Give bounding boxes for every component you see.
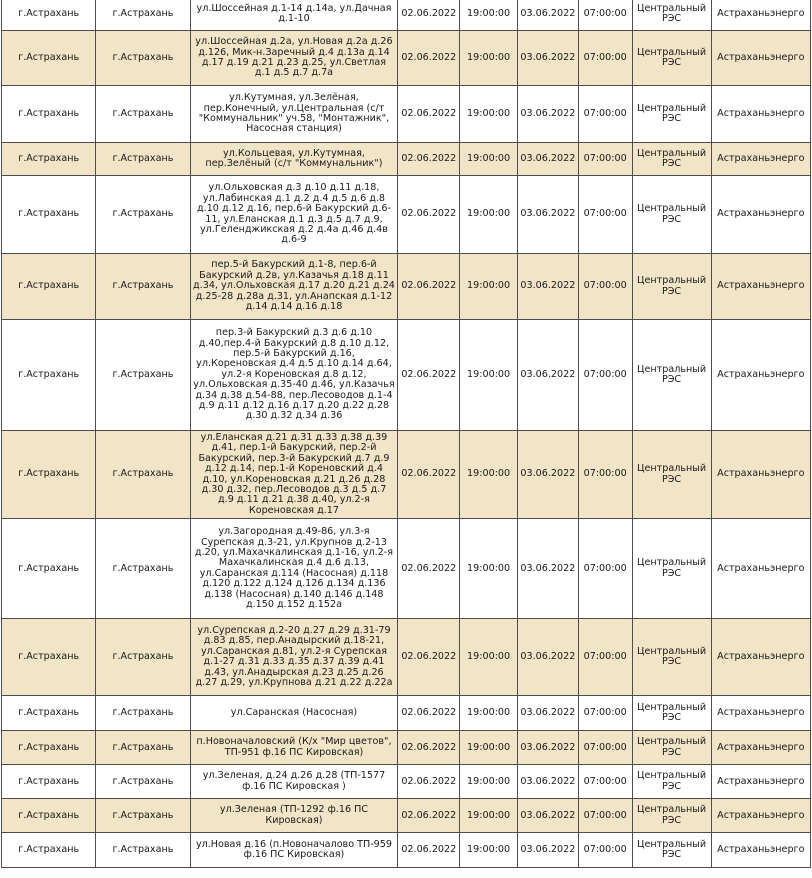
address-cell: ул.Ольховская д.3 д.10 д.11 д.18, ул.Лабинская д.1 д.2 д.4 д.5 д.6 д.8 д.10 д.12 д.16, пер.6-й Бакурский д.6-11, ул.Еланская д.1 д.3 д.5 д.7 д.9, ул.Геленджикская д.2 д.4а д.46 д.4в д.6-9	[190, 176, 398, 254]
time-to-cell: 07:00:00	[578, 31, 632, 86]
date-to-cell: 03.06.2022	[517, 0, 578, 31]
district-cell: г.Астрахань	[96, 696, 190, 731]
city-cell: г.Астрахань	[2, 799, 96, 833]
district-cell: г.Астрахань	[96, 86, 190, 143]
time-to-cell: 07:00:00	[578, 254, 632, 320]
time-to-cell: 07:00:00	[578, 799, 632, 833]
district-cell: г.Астрахань	[96, 765, 190, 799]
city-cell: г.Астрахань	[2, 86, 96, 143]
table-row	[2, 254, 811, 320]
district-cell: г.Астрахань	[96, 254, 190, 320]
res-cell: Центральный РЭС	[632, 833, 711, 868]
address-cell: ул.Кутумная, ул.Зелёная, пер.Конечный, ул.Центральная (с/т "Коммунальник" уч.58, "Монтажник", Насосная станция)	[190, 86, 398, 143]
time-from-cell: 19:00:00	[460, 431, 518, 519]
date-from-cell: 02.06.2022	[398, 0, 460, 31]
table-row	[2, 0, 811, 31]
company-cell: Астраханьэнерго	[711, 519, 810, 619]
time-from-cell: 19:00:00	[460, 254, 518, 320]
time-from-cell: 19:00:00	[460, 799, 518, 833]
address-cell: ул.Зеленая, д.24 д.26 д.28 (ТП-1577 ф.16 ПС Кировская )	[190, 765, 398, 799]
res-cell: Центральный РЭС	[632, 696, 711, 731]
city-cell: г.Астрахань	[2, 519, 96, 619]
address-cell: ул.Кольцевая, ул.Кутумная, пер.Зелёный (с/т "Коммунальник")	[190, 143, 398, 176]
date-from-cell: 02.06.2022	[398, 519, 460, 619]
time-to-cell: 07:00:00	[578, 320, 632, 431]
res-cell: Центральный РЭС	[632, 143, 711, 176]
time-to-cell: 07:00:00	[578, 86, 632, 143]
address-cell: ул.Шоссейная д.1-14 д.14а, ул.Дачная д.1-10	[190, 0, 398, 31]
date-from-cell: 02.06.2022	[398, 619, 460, 696]
date-to-cell: 03.06.2022	[517, 519, 578, 619]
time-from-cell: 19:00:00	[460, 320, 518, 431]
district-cell: г.Астрахань	[96, 143, 190, 176]
date-from-cell: 02.06.2022	[398, 431, 460, 519]
time-to-cell: 07:00:00	[578, 519, 632, 619]
date-from-cell: 02.06.2022	[398, 765, 460, 799]
table-body	[2, 0, 811, 868]
time-to-cell: 07:00:00	[578, 765, 632, 799]
res-cell: Центральный РЭС	[632, 765, 711, 799]
time-from-cell: 19:00:00	[460, 143, 518, 176]
city-cell: г.Астрахань	[2, 765, 96, 799]
district-cell: г.Астрахань	[96, 176, 190, 254]
city-cell: г.Астрахань	[2, 619, 96, 696]
time-from-cell: 19:00:00	[460, 86, 518, 143]
time-from-cell: 19:00:00	[460, 519, 518, 619]
address-cell: ул.Сурепская д.2-20 д.27 д.29 д.31-79 д.83 д.85, пер.Анадырский д.18-21, ул.Саранская д.81, ул.2-я Сурепская д.1-27 д.31 д.33 д.35 д.37 д.39 д.41 д.43, ул.Анадырская д.23 д.25 д.26 д.27 д.29, ул.Крупнова д.21 д.22 д.22а	[190, 619, 398, 696]
date-to-cell: 03.06.2022	[517, 833, 578, 868]
date-to-cell: 03.06.2022	[517, 619, 578, 696]
city-cell: г.Астрахань	[2, 833, 96, 868]
res-cell: Центральный РЭС	[632, 619, 711, 696]
date-to-cell: 03.06.2022	[517, 731, 578, 765]
district-cell: г.Астрахань	[96, 519, 190, 619]
address-cell: ул.Еланская д.21 д.31 д.33 д.38 д.39 д.41, пер.1-й Бакурский, пер.2-й Бакурский, пер.3-й Бакурский д.7 д.9 д.12 д.14, пер.1-й Кореновский д.4 д.10, ул.Кореновская д.21 д.26 д.28 д.30 д.32, пер.Лесоводов д.3 д.5 д.7 д.9 д.11 д.21 д.38 д.40, ул.2-я Кореновская д.17	[190, 431, 398, 519]
res-cell: Центральный РЭС	[632, 176, 711, 254]
district-cell: г.Астрахань	[96, 619, 190, 696]
company-cell: Астраханьэнерго	[711, 833, 810, 868]
address-cell: ул.Шоссейная д.2а, ул.Новая д.2а д.26 д.126, Мик-н.Заречный д.4 д.13а д.14 д.17 д.19 д.21 д.23 д.25, ул.Светлая д.1 д.5 д.7 д.7а	[190, 31, 398, 86]
time-from-cell: 19:00:00	[460, 176, 518, 254]
table-row	[2, 143, 811, 176]
company-cell: Астраханьэнерго	[711, 799, 810, 833]
date-from-cell: 02.06.2022	[398, 143, 460, 176]
date-from-cell: 02.06.2022	[398, 86, 460, 143]
company-cell: Астраханьэнерго	[711, 765, 810, 799]
res-cell: Центральный РЭС	[632, 31, 711, 86]
res-cell: Центральный РЭС	[632, 731, 711, 765]
table-row	[2, 765, 811, 799]
res-cell: Центральный РЭС	[632, 0, 711, 31]
company-cell: Астраханьэнерго	[711, 0, 810, 31]
date-from-cell: 02.06.2022	[398, 320, 460, 431]
date-to-cell: 03.06.2022	[517, 799, 578, 833]
time-from-cell: 19:00:00	[460, 31, 518, 86]
city-cell: г.Астрахань	[2, 143, 96, 176]
date-to-cell: 03.06.2022	[517, 320, 578, 431]
company-cell: Астраханьэнерго	[711, 696, 810, 731]
address-cell: ул.Загородная д.49-86, ул.3-я Сурепская д.3-21, ул.Крупнов д.2-13 д.20, ул.Махачкалинская д.1-16, ул.2-я Махачкалинская д.4 д.6 д.13, ул.Саранская д.114 (Насосная) д.118 д.120 д.122 д.124 д.126 д.134 д.136 д.138 (Насосная) д.140 д.146 д.148 д.150 д.152 д.152а	[190, 519, 398, 619]
city-cell: г.Астрахань	[2, 0, 96, 31]
company-cell: Астраханьэнерго	[711, 31, 810, 86]
time-to-cell: 07:00:00	[578, 696, 632, 731]
time-to-cell: 07:00:00	[578, 833, 632, 868]
company-cell: Астраханьэнерго	[711, 619, 810, 696]
city-cell: г.Астрахань	[2, 176, 96, 254]
city-cell: г.Астрахань	[2, 320, 96, 431]
date-to-cell: 03.06.2022	[517, 86, 578, 143]
table-row	[2, 431, 811, 519]
address-cell: п.Новоначаловский (К/х "Мир цветов", ТП-951 ф.16 ПС Кировская)	[190, 731, 398, 765]
company-cell: Астраханьэнерго	[711, 431, 810, 519]
city-cell: г.Астрахань	[2, 254, 96, 320]
date-to-cell: 03.06.2022	[517, 31, 578, 86]
time-from-cell: 19:00:00	[460, 619, 518, 696]
time-from-cell: 19:00:00	[460, 833, 518, 868]
outage-schedule-table	[1, 0, 811, 868]
res-cell: Центральный РЭС	[632, 254, 711, 320]
company-cell: Астраханьэнерго	[711, 176, 810, 254]
table-row	[2, 799, 811, 833]
date-to-cell: 03.06.2022	[517, 696, 578, 731]
date-from-cell: 02.06.2022	[398, 833, 460, 868]
table-row	[2, 731, 811, 765]
district-cell: г.Астрахань	[96, 431, 190, 519]
district-cell: г.Астрахань	[96, 31, 190, 86]
table-row	[2, 86, 811, 143]
res-cell: Центральный РЭС	[632, 519, 711, 619]
time-to-cell: 07:00:00	[578, 143, 632, 176]
table-row	[2, 176, 811, 254]
date-from-cell: 02.06.2022	[398, 731, 460, 765]
date-from-cell: 02.06.2022	[398, 31, 460, 86]
company-cell: Астраханьэнерго	[711, 731, 810, 765]
time-from-cell: 19:00:00	[460, 696, 518, 731]
address-cell: ул.Новая д.16 (п.Новоначалово ТП-959 ф.16 ПС Кировская)	[190, 833, 398, 868]
date-from-cell: 02.06.2022	[398, 799, 460, 833]
date-to-cell: 03.06.2022	[517, 431, 578, 519]
address-cell: ул.Саранская (Насосная)	[190, 696, 398, 731]
date-to-cell: 03.06.2022	[517, 143, 578, 176]
address-cell: ул.Зеленая (ТП-1292 ф.16 ПС Кировская)	[190, 799, 398, 833]
company-cell: Астраханьэнерго	[711, 86, 810, 143]
time-to-cell: 07:00:00	[578, 431, 632, 519]
date-to-cell: 03.06.2022	[517, 176, 578, 254]
company-cell: Астраханьэнерго	[711, 254, 810, 320]
district-cell: г.Астрахань	[96, 833, 190, 868]
time-to-cell: 07:00:00	[578, 731, 632, 765]
date-to-cell: 03.06.2022	[517, 765, 578, 799]
res-cell: Центральный РЭС	[632, 799, 711, 833]
time-to-cell: 07:00:00	[578, 619, 632, 696]
res-cell: Центральный РЭС	[632, 431, 711, 519]
time-from-cell: 19:00:00	[460, 731, 518, 765]
date-from-cell: 02.06.2022	[398, 176, 460, 254]
date-to-cell: 03.06.2022	[517, 254, 578, 320]
company-cell: Астраханьэнерго	[711, 143, 810, 176]
time-to-cell: 07:00:00	[578, 176, 632, 254]
district-cell: г.Астрахань	[96, 731, 190, 765]
table-row	[2, 320, 811, 431]
time-from-cell: 19:00:00	[460, 0, 518, 31]
district-cell: г.Астрахань	[96, 320, 190, 431]
table-row	[2, 31, 811, 86]
city-cell: г.Астрахань	[2, 696, 96, 731]
time-from-cell: 19:00:00	[460, 765, 518, 799]
res-cell: Центральный РЭС	[632, 86, 711, 143]
city-cell: г.Астрахань	[2, 431, 96, 519]
table-row	[2, 519, 811, 619]
address-cell: пер.3-й Бакурский д.3 д.6 д.10 д.40,пер.4-й Бакурский д.8 д.10 д.12, пер.5-й Бакурский д.16, ул.Кореновская д.4 д.5 д.10 д.14 д.64, ул.2-я Кореновская д.8 д.12, ул.Ольховская д.35-40 д.46, ул.Казачья д.34 д.38 д.54-88, пер.Лесоводов д.1-4 д.9 д.11 д.12 д.16 д.17 д.20 д.22 д.28 д.30 д.32 д.34 д.36	[190, 320, 398, 431]
city-cell: г.Астрахань	[2, 31, 96, 86]
address-cell: пер.5-й Бакурский д.1-8, пер.6-й Бакурский д.2в, ул.Казачья д.18 д.11 д.34, ул.Ольховская д.17 д.20 д.21 д.24 д.25-28 д.28а д.31, ул.Анапская д.1-12 д.14 д.14 д.16 д.18	[190, 254, 398, 320]
city-cell: г.Астрахань	[2, 731, 96, 765]
table-row	[2, 619, 811, 696]
table-row	[2, 833, 811, 868]
time-to-cell: 07:00:00	[578, 0, 632, 31]
district-cell: г.Астрахань	[96, 0, 190, 31]
date-from-cell: 02.06.2022	[398, 254, 460, 320]
company-cell: Астраханьэнерго	[711, 320, 810, 431]
res-cell: Центральный РЭС	[632, 320, 711, 431]
district-cell: г.Астрахань	[96, 799, 190, 833]
table-row	[2, 696, 811, 731]
date-from-cell: 02.06.2022	[398, 696, 460, 731]
